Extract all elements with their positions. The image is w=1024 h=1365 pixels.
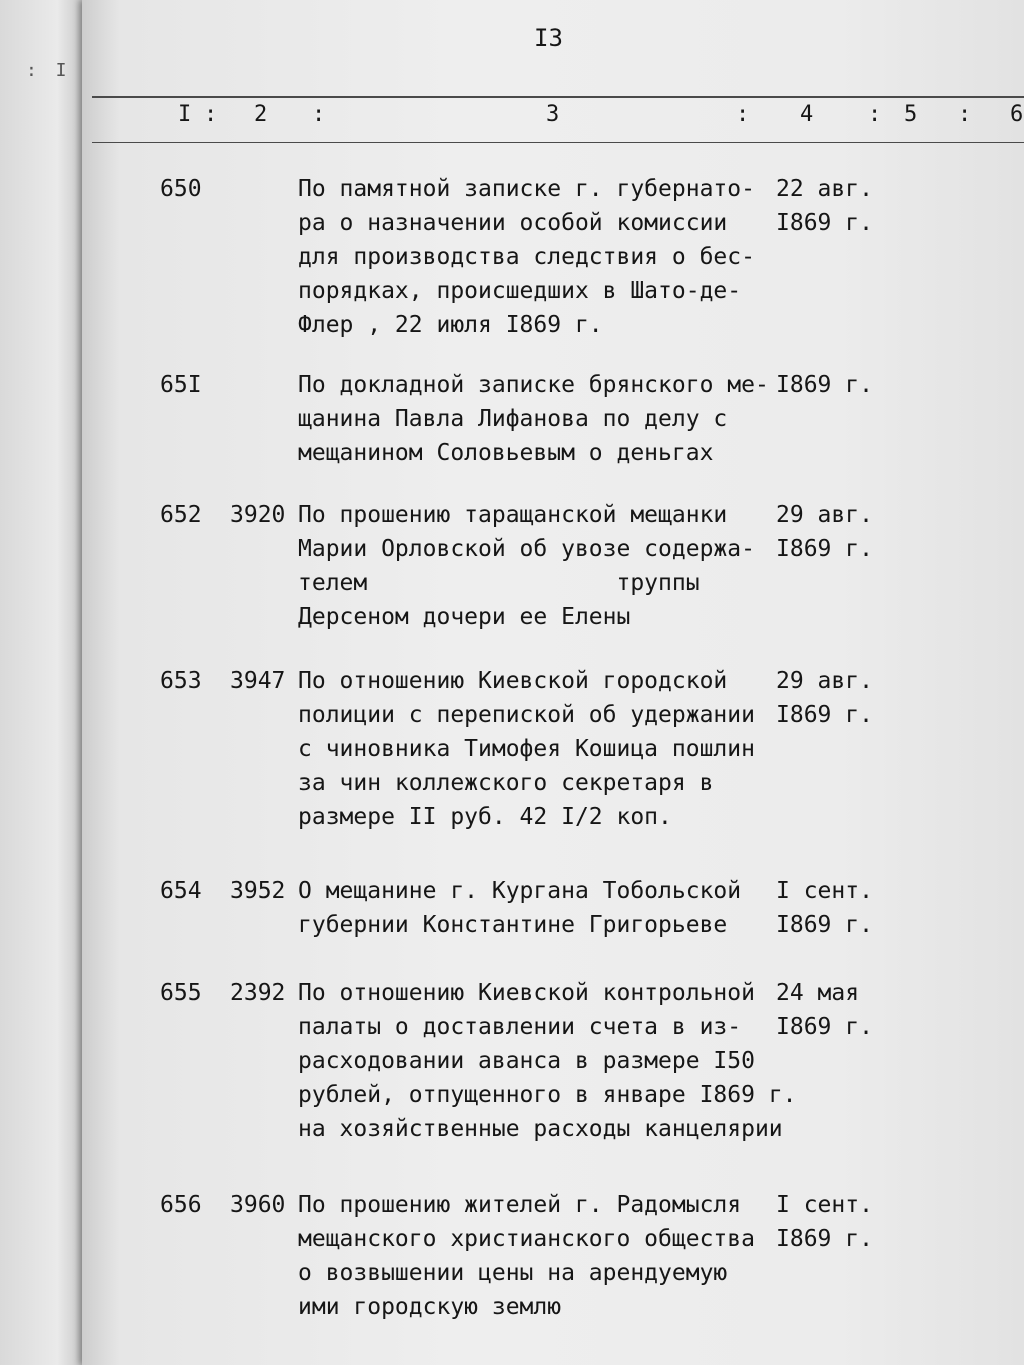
- description-line: По докладной записке брянского ме-: [298, 372, 769, 398]
- header-rule-top: [92, 96, 1024, 98]
- entry-code: 3952: [230, 878, 286, 904]
- description-line: полиции с перепиской об удержании: [298, 702, 755, 728]
- previous-page-edge: [0, 0, 82, 1365]
- header-col-6: 6: [1010, 102, 1024, 127]
- entry-description: [298, 976, 797, 1146]
- entry-description: [298, 1188, 768, 1324]
- header-sep-4: :: [868, 102, 882, 127]
- header-sep-2: :: [312, 102, 326, 127]
- page-number: I3: [534, 24, 563, 52]
- description-line: расходовании аванса в размере I50: [298, 1048, 755, 1074]
- entry-number: 656: [160, 1192, 202, 1218]
- date-line: I869 г.: [776, 372, 873, 398]
- header-col-4: 4: [800, 102, 814, 127]
- description-line: По отношению Киевской городской: [298, 668, 728, 694]
- entry-date: [776, 976, 916, 1044]
- date-line: I869 г.: [776, 536, 873, 562]
- header-sep-1: :: [204, 102, 218, 127]
- entry-code: 3947: [230, 668, 286, 694]
- entry-date: [776, 1188, 916, 1256]
- entry-code: 3960: [230, 1192, 286, 1218]
- entry-number: 65I: [160, 372, 202, 398]
- entry-date: [776, 874, 916, 942]
- description-line: с чиновника Тимофея Кошица пошлин: [298, 736, 755, 762]
- entry-description: [298, 172, 768, 342]
- header-col-2: 2: [254, 102, 268, 127]
- entry-code: 2392: [230, 980, 286, 1006]
- header-col-5: 5: [904, 102, 918, 127]
- date-line: I869 г.: [776, 1226, 873, 1252]
- header-sep-3: :: [736, 102, 750, 127]
- description-line: По памятной записке г. губернато-: [298, 176, 755, 202]
- description-line: По отношению Киевской контрольной: [298, 980, 755, 1006]
- date-line: I869 г.: [776, 210, 873, 236]
- description-line: размере II руб. 42 I/2 коп.: [298, 804, 672, 830]
- description-line: мещанином Соловьевым о деньгах: [298, 440, 714, 466]
- entry-number: 653: [160, 668, 202, 694]
- description-line: По прошению жителей г. Радомысля: [298, 1192, 742, 1218]
- entry-number: 654: [160, 878, 202, 904]
- entry-code: 3920: [230, 502, 286, 528]
- entry-date: [776, 368, 916, 402]
- header-rule-bottom: [92, 142, 1024, 143]
- header-col-3: 3: [546, 102, 560, 127]
- description-line: щанина Павла Лифанова по делу с: [298, 406, 728, 432]
- entry-description: [298, 498, 768, 634]
- date-line: 22 авг.: [776, 176, 873, 202]
- date-line: 29 авг.: [776, 502, 873, 528]
- description-line: о возвышении цены на арендуемую: [298, 1260, 728, 1286]
- entry-description: [298, 664, 768, 834]
- date-line: 24 мая: [776, 980, 860, 1006]
- description-line: палаты о доставлении счета в из-: [298, 1014, 742, 1040]
- entry-date: [776, 498, 916, 566]
- description-line: мещанского христианского общества: [298, 1226, 755, 1252]
- entry-description: [298, 874, 768, 942]
- description-line: рублей, отпущенного в январе I869 г.: [298, 1082, 797, 1108]
- document-page: [82, 0, 1024, 1365]
- date-line: I сент.: [776, 878, 873, 904]
- description-line: Флер , 22 июля I869 г.: [298, 312, 603, 338]
- description-line: ра о назначении особой комиссии: [298, 210, 728, 236]
- entry-number: 650: [160, 176, 202, 202]
- description-line: По прошению таращанской мещанки: [298, 502, 728, 528]
- description-line: порядках, происшедших в Шато-де-: [298, 278, 742, 304]
- entry-description: [298, 368, 768, 470]
- date-line: I869 г.: [776, 912, 873, 938]
- description-line: губернии Константине Григорьеве: [298, 912, 728, 938]
- header-sep-5: :: [958, 102, 972, 127]
- entry-date: [776, 664, 916, 732]
- description-line: Дерсеном дочери ее Елены: [298, 604, 631, 630]
- description-line: на хозяйственные расходы канцелярии: [298, 1116, 783, 1142]
- entry-date: [776, 172, 916, 240]
- description-line: телем труппы: [298, 570, 700, 596]
- date-line: 29 авг.: [776, 668, 873, 694]
- description-line: Марии Орловской об увозе содержа-: [298, 536, 755, 562]
- previous-page-mark: : I: [26, 60, 71, 81]
- date-line: I869 г.: [776, 1014, 873, 1040]
- header-col-1: I: [178, 102, 192, 127]
- description-line: для производства следствия о бес-: [298, 244, 755, 270]
- description-line: ими городскую землю: [298, 1294, 562, 1320]
- description-line: О мещанине г. Кургана Тобольской: [298, 878, 742, 904]
- date-line: I869 г.: [776, 702, 873, 728]
- entry-number: 652: [160, 502, 202, 528]
- description-line: за чин коллежского секретаря в: [298, 770, 714, 796]
- entry-number: 655: [160, 980, 202, 1006]
- date-line: I сент.: [776, 1192, 873, 1218]
